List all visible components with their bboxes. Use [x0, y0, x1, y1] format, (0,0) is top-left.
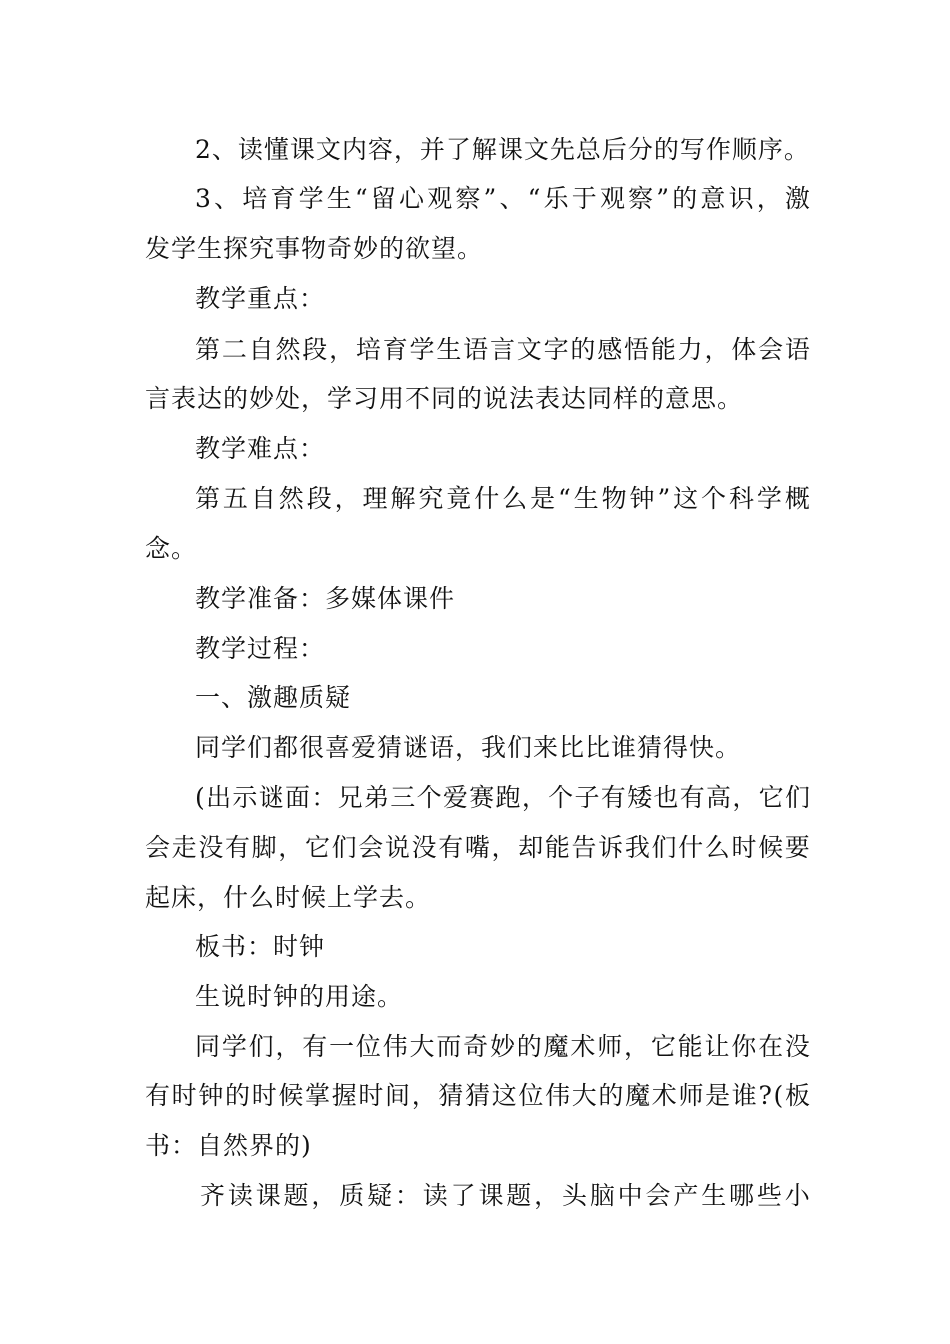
section-heading: 一、激趣质疑 — [195, 683, 352, 712]
paragraph-line: 念。 — [145, 534, 198, 563]
paragraph-line: 2、读懂课文内容，并了解课文先总后分的写作顺序。 — [195, 135, 810, 164]
paragraph-line: 第 二 自 然 段 ， 培 育 学 生 语 言 文 字 的 感 悟 能 力 ， 体 会 语 — [195, 335, 810, 364]
section-heading: 教学重点： — [195, 284, 326, 313]
paragraph-line: 有 时 钟 的 时 候 掌 握 时 间 ， 猜 猜 这 位 伟 大 的 魔 术 师 是 谁 ? ( 板 — [145, 1081, 810, 1110]
paragraph-line: 齐 读 课 题 ， 质 疑 ： 读 了 课 题 ， 头 脑 中 会 产 生 哪 些 小 — [200, 1181, 810, 1210]
paragraph-line: 起床，什么时候上学去。 — [145, 883, 432, 912]
section-heading: 教学准备：多媒体课件 — [195, 584, 456, 613]
paragraph-line: 发学生探究事物奇妙的欲望。 — [145, 234, 484, 263]
paragraph-line: 3 、 培 育 学 生 “ 留 心 观 察 ” 、 “ 乐 于 观 察 ” 的 意 识 ， 激 — [195, 184, 810, 213]
section-heading: 教学难点： — [195, 434, 326, 463]
section-heading: 教学过程： — [195, 634, 326, 663]
paragraph-line: 同学们都很喜爱猜谜语，我们来比比谁猜得快。 — [195, 733, 742, 762]
paragraph-line: 生说时钟的用途。 — [195, 982, 404, 1011]
paragraph-line: 书：自然界的) — [145, 1131, 312, 1160]
paragraph-line: 会 走 没 有 脚 ， 它 们 会 说 没 有 嘴 ， 却 能 告 诉 我 们 什 么 时 候 要 — [145, 833, 810, 862]
paragraph-line: 第 五 自 然 段 ， 理 解 究 竟 什 么 是 “ 生 物 钟 ” 这 个 科 学 概 — [195, 484, 810, 513]
paragraph-line: ( 出 示 谜 面 ： 兄 弟 三 个 爱 赛 跑 ， 个 子 有 矮 也 有 高 ， 它 们 — [195, 783, 810, 812]
paragraph-line: 言表达的妙处，学习用不同的说法表达同样的意思。 — [145, 384, 744, 413]
paragraph-line: 同 学 们 ， 有 一 位 伟 大 而 奇 妙 的 魔 术 师 ， 它 能 让 你 在 没 — [195, 1032, 810, 1061]
paragraph-line: 板书：时钟 — [195, 932, 326, 961]
